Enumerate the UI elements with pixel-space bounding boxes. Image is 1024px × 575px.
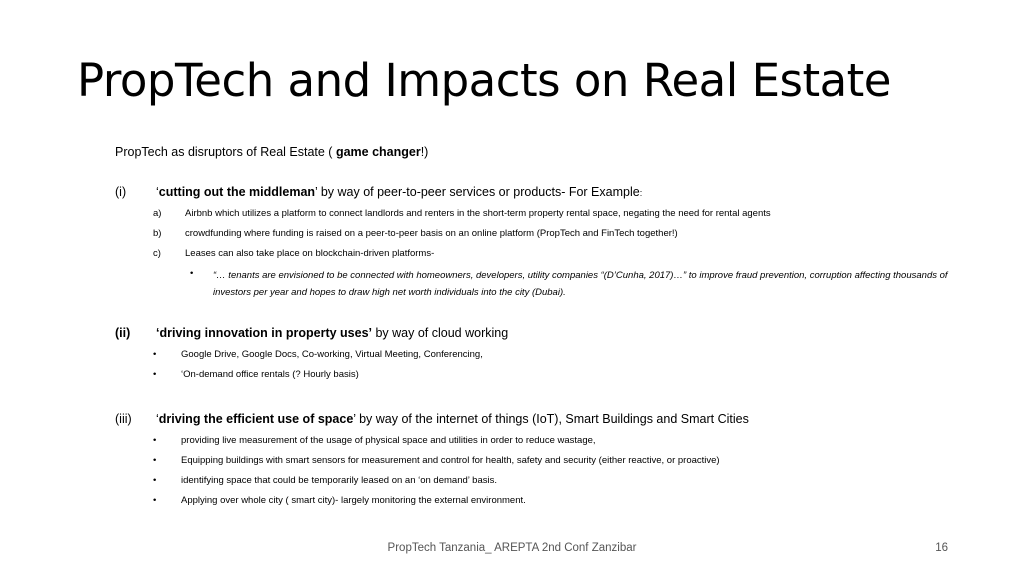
intro-bold: game changer [335,145,421,159]
section-3-bullet-2: Equipping buildings with smart sensors for measurement and control for health, safety and security (either reactive, or proactive) [181,455,720,466]
intro-end: !) [420,145,429,159]
section-1-item-c: Leases can also take place on blockchain-driven platforms- [185,248,435,259]
section-2-bullet-2: ‘On-demand office rentals (? Hourly basis) [181,369,359,380]
section-1-item-a-marker: a) [153,208,162,219]
section-1-item-c-marker: c) [153,248,161,259]
section-2-marker [115,326,130,341]
section-2-bullet-1: Google Drive, Google Docs, Co-working, Virtual Meeting, Conferencing, [181,349,483,360]
section-3-bullet-4: Applying over whole city ( smart city)- largely monitoring the external environment. [181,495,526,506]
section-3-bold: driving the efficient use of space [158,412,354,426]
section-1-rest: ’ by way of peer-to-peer services or products- For Example [315,185,640,199]
section-3-bullet-4-marker: • [153,495,157,506]
section-3-rest: ’ by way of the internet of things (IoT), Smart Buildings and Smart Cities [353,412,749,426]
section-1-open-quote: ‘ [156,185,159,199]
section-2-bold: ‘driving innovation in property uses’ [156,326,372,340]
section-1-bold: cutting out the middleman [158,185,316,199]
section-2-bullet-1-marker: • [153,349,157,360]
section-3-marker: (iii) [115,412,132,426]
section-3-heading [156,412,749,427]
intro-text: PropTech as disruptors of Real Estate ( [115,145,336,159]
section-3-bullet-3-marker: • [153,475,157,486]
page-number: 16 [935,542,948,554]
section-3-bullet-1: providing live measurement of the usage of physical space and utilities in order to reduce wastage, [181,435,596,446]
section-3-bullet-2-marker: • [153,455,157,466]
section-1-marker: (i) [115,185,127,199]
intro-line [115,145,428,160]
section-1-colon: : [639,188,643,198]
section-2-bullet-2-marker: • [153,369,157,380]
section-1-item-b: crowdfunding where funding is raised on a peer-to-peer basis on an online platform (PropTech and FinTech together!) [185,228,678,239]
section-3-bullet-1-marker: • [153,435,157,446]
section-2-heading [156,326,508,341]
section-3-open-quote: ‘ [156,412,159,426]
section-1-quote: “… tenants are envisioned to be connected with homeowners, developers, utility companies “(D’Cunha, 2017)…” to improve fraud prevention, corruption affecting thousands of investors per year and hopes to draw high net worth individuals into the city (Dubai). [213,270,948,298]
section-1-item-b-marker: b) [153,228,162,239]
section-2-marker-text: (ii) [115,326,131,340]
section-3-bullet-3: identifying space that could be temporarily leased on an ‘on demand’ basis. [181,475,497,486]
section-2-rest: by way of cloud working [372,326,509,340]
section-1-item-a: Airbnb which utilizes a platform to connect landlords and renters in the short-term property rental space, negating the need for rental agents [185,208,771,219]
slide-title: PropTech and Impacts on Real Estate [77,54,891,107]
footer-text: PropTech Tanzania_ AREPTA 2nd Conf Zanzibar [387,542,637,554]
section-1-heading [156,185,642,200]
quote-bullet: • [190,268,194,279]
